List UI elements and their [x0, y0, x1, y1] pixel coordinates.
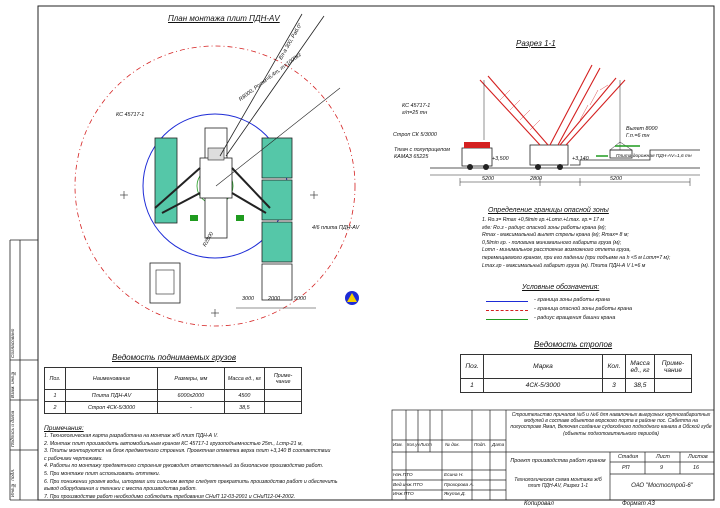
table-cell: 38,5: [224, 402, 265, 414]
table-cell: 1: [45, 390, 66, 402]
table-cell: 38,5: [626, 379, 655, 393]
strop-table-title: Ведомость стропов: [534, 340, 613, 349]
legend-label: - радиус вращения башни крана: [534, 315, 616, 321]
section-title: Разрез 1-1: [516, 39, 556, 48]
stage-header: Листов: [688, 454, 708, 460]
note-item: 2. Монтаж плит производить автомобильным краном КС 45717-1 грузоподъемностью 25т., Lстр-21 м,: [44, 440, 303, 447]
zone-line: Lmax.гр - максимальный габарит груза (м). Плита ПДН-А V L=6 м: [482, 262, 646, 269]
zone-line: Rmax - максимальный вылет стрелы крана (м); Rmax= 8 м;: [482, 232, 629, 239]
plan-boom-label: R8000, Ротм=6,4т, m=1000кг: [238, 51, 303, 103]
title-project: Строительство причалов №5 и №6 для навалочных выгрузных крупногабаритных модулей в составе объектов морского порта в районе пос. Сабетта на полуострове Ямал, Включая создание судоходного подходного канала в Обской губе (объекты подготовительного периода): [510, 412, 712, 437]
table-cell: 3: [603, 379, 626, 393]
section-slab-platform: Плита дорожная ПДН-АV=1,6 тн: [616, 154, 692, 159]
title-col-date: Дата: [492, 442, 505, 447]
title-col-qty: Кол.уч: [407, 442, 420, 447]
stage-value: 9: [660, 465, 663, 471]
note-item: 6. При понижении уровня воды, штормах или сильном ветре следует прекратить производство работ и обеспечить: [44, 478, 338, 485]
section-lift-label: Вылет 8000: [626, 126, 658, 132]
title-col-doc: № док.: [445, 442, 460, 447]
zone-line: 1. Rо.з= Rmax +0,5lmin гр.+Lотл.+Lmax. гр.= 17 м: [482, 217, 604, 223]
stage-header: Стадия: [618, 454, 639, 460]
note-item: 1. Технологическая карта разработана на монтаж ж/б плит ПДН-А V.: [44, 433, 219, 439]
table-cell: 4500: [224, 390, 265, 402]
notes-title: Примечания:: [44, 425, 84, 432]
plan-boom-axis: Вл-а 300, Раб.0°: [278, 22, 304, 61]
side-stamp-agreed: Согласовано: [11, 328, 16, 358]
role-name: Якупов Д.: [444, 492, 466, 497]
table-header: Марка: [484, 355, 603, 379]
table-cell: -: [158, 402, 224, 414]
title-col-sign: Подп.: [474, 442, 487, 447]
table-cell: 1: [461, 379, 484, 393]
company-name: ОАО "Мостострой-6": [631, 483, 693, 489]
note-item: 5. При монтаже плит использовать оттяжки.: [44, 470, 161, 477]
plan-dim-2000: 2000: [268, 296, 280, 302]
side-stamp-inventory: Инв.№ подл.: [11, 468, 16, 497]
title-col-change: Изм.: [393, 442, 403, 447]
table-cell: 4СК-5/3000: [484, 379, 603, 393]
zone-title: Определение границы опасной зоны: [488, 207, 609, 214]
side-stamp-replacement: Взам. инв.№: [11, 369, 16, 398]
section-lift-capacity: Г.п.=6 тн: [626, 133, 650, 139]
zone-line: где: Rо.з - радиус опасной зоны работы крана (м);: [482, 224, 607, 231]
table-header: Наименование: [65, 368, 157, 390]
legend-label: - граница зоны работы крана: [534, 297, 610, 303]
note-item: 7. При производстве работ необходимо соблюдать требования СНиП 12-03-2001 и СНиП12-04-2002.: [44, 493, 296, 500]
table-header: Размеры, мм: [158, 368, 224, 390]
plan-slab-row-label: 4/6 плита ПДН-AV: [312, 225, 360, 231]
copied-label: Копировал: [524, 501, 554, 507]
role-label: Вед.инж.ПТО: [393, 483, 423, 488]
table-cell: Плита ПДН-АV: [65, 390, 157, 402]
note-item: с рабочими чертежами.: [44, 455, 103, 462]
role-name: Есина Н.: [444, 473, 464, 478]
legend-title: Условные обозначения:: [522, 284, 600, 291]
table-header: Поз.: [45, 368, 66, 390]
role-label: Нач.ПТО: [393, 473, 413, 478]
loads-table-title: Ведомость поднимаемых грузов: [112, 353, 236, 362]
section-strop-label: Строп СК 5/3000: [393, 132, 437, 138]
title-sheet: Технологическая схема монтажа ж/б плит ПДН-АV, Разрез 1-1: [514, 477, 602, 490]
stage-header: Лист: [656, 454, 670, 460]
stage-value: 16: [693, 465, 699, 471]
table-cell: 6000х2000: [158, 390, 224, 402]
plan-radius-mark: R2800: [202, 231, 216, 248]
plan-title: План монтажа плит ПДН-АV: [168, 14, 280, 23]
stage-value: РП: [622, 465, 630, 471]
table-header: Масса ед., кг: [626, 355, 655, 379]
section-dim-1: 5200: [482, 176, 494, 182]
section-dim-2: 2800: [530, 176, 542, 182]
side-stamp-signature: Подпись и дата: [11, 410, 16, 447]
table-header: Кол.: [603, 355, 626, 379]
plan-crane-label: КС 45717-1: [116, 112, 145, 118]
note-item: 3. Плиты монтируются на блок предметного строения. Проектная отметка верха плит +3,140 В соответствии: [44, 448, 331, 455]
table-header: Масса ед., кг: [224, 368, 265, 390]
zone-line: 0,5lmin гр. - половина минимального габарита груза (м);: [482, 239, 622, 246]
table-header: Приме-чание: [655, 355, 692, 379]
table-cell: Строп 4СК-5/3000: [65, 402, 157, 414]
note-item: 4. Работы по монтажу предметного строения руководит ответственный за безопасное производство работ.: [44, 463, 324, 470]
format-label: Формат А3: [622, 501, 655, 507]
section-truck-label: Тягач с полуприцепом: [394, 147, 450, 153]
table-header: Поз.: [461, 355, 484, 379]
legend-label: - граница опасной зоны работы крана: [534, 306, 633, 312]
plan-dim-3000: 3000: [242, 296, 254, 302]
zone-line: перемещаемого краном, при его падении (при подъеме на h <5 м Lотл=7 м);: [482, 254, 671, 261]
section-dim-3: 5200: [610, 176, 622, 182]
table-header: Приме-чание: [265, 368, 302, 390]
role-label: Инж.ПТО: [393, 492, 414, 497]
section-crane-capacity: г/п=25 тн: [402, 110, 428, 116]
section-truck-model: КАМАЗ 65225: [394, 154, 429, 160]
section-height-right: +3,140: [572, 156, 589, 162]
section-height-left: +3,500: [492, 156, 509, 162]
table-cell: 2: [45, 402, 66, 414]
title-doc: Проект производства работ краном: [510, 458, 606, 464]
section-crane-label: КС 45717-1: [402, 103, 431, 109]
note-item: вывод оборудования и техники с места производства работ.: [44, 486, 197, 493]
plan-dim-5000: 5000: [294, 296, 306, 302]
role-name: Прохорова А.: [444, 483, 474, 488]
title-col-sheet: Лист: [420, 442, 432, 447]
zone-line: Lотл - минимальное расстояние возможного отлета груза,: [482, 247, 631, 254]
